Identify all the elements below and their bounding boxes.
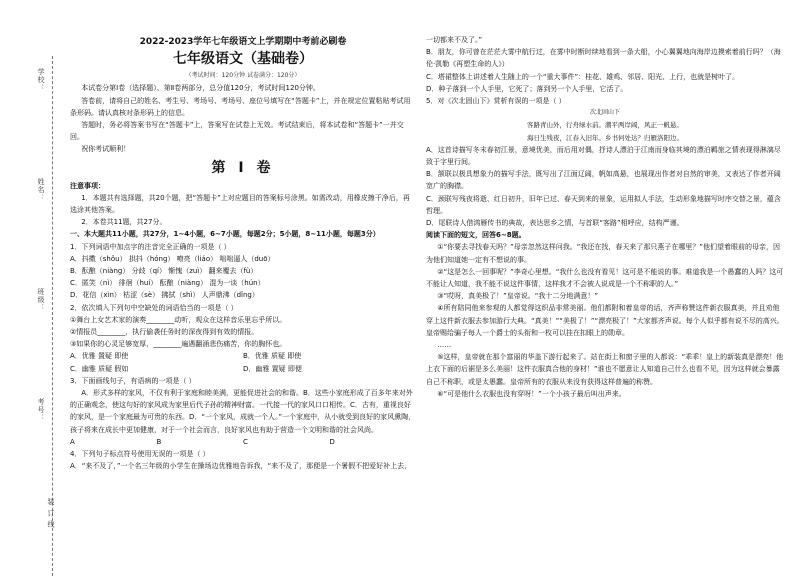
reading-paragraph: ①“你要去寻找春天吗？”母亲忽然这样问我。“我还在找，春天来了那只燕子在哪里？”他们望着眼前的母亲，因为他们知道她一定有不想说的事。 <box>426 243 780 264</box>
question-3-options-row <box>70 436 416 448</box>
notice-line: 2．本卷共11题，共27分。 <box>81 218 167 227</box>
question-2-option: C．幽雅 质疑 假如 <box>70 364 129 373</box>
question-3-stem: 3．下面画线句子，有语病的一项是（ ） <box>70 376 196 385</box>
question-1-option: B．酝酿（niàng） 分歧（qí） 惭愧（zuì） 翻来覆去（fù） <box>70 267 258 276</box>
name-label: 姓名： <box>37 178 45 202</box>
right-column <box>426 34 784 400</box>
exam-number-label: 考号： <box>37 398 45 422</box>
exam-header: 2022-2023学年七年级语文上学期期中考前必刷卷 <box>139 37 347 47</box>
question-1-stem: 1．下列词语中加点字的注音完全正确的一项是（ ） <box>70 242 231 251</box>
question-1-option: C．匿笑（nì） 徘徊（huí） 酝酿（niàng） 混为一谈（hún） <box>70 279 265 288</box>
question-4-option: B．朋友，你可曾在茫茫大雾中航行过，在雾中时断时续地看到一条大船，小心翼翼地向海岸边摸索着前行吗？（海伦·凯勒《再塑生命的人》） <box>426 48 781 69</box>
reading-ellipsis: …… <box>437 341 452 350</box>
poem-line: 海日生残夜，江春入旧年。乡书何处达？归雁洛阳边。 <box>527 133 683 142</box>
question-3-passage: A．形式多样的家风，不仅有利于家庭和睦美满，更能促进社会的和谐。B．这些小家庭形成了百多年来对外的正确观念，使这句好的家风成为家里后代子孙的精神财富。一代接一代的家风口口相传。C．古有，重视良好的家风，是一个家庭最为可贵的东西。D．“一个家风，成就一个人。”一个家庭中，从小就受到良好的家风熏陶，孩子将来在成长中更加健康，对于一个社会而言，良好家风也有助于营造一个文明和谐的社会风尚。 <box>70 389 416 434</box>
question-2-option: B．优雅 质疑 即使 <box>243 352 302 361</box>
question-2-options-row <box>70 350 416 362</box>
question-5-option: A．这首诗描写冬末春初江景，意境优美，而后用对偶，抒诗人漂泊于江南而身临其境的漂泊羁旅之情表现得淋漓尽致于字里行间。 <box>426 145 781 167</box>
reading-title: 阅读下面的短文，回答6~8题。 <box>426 231 526 240</box>
school-label: 学校： <box>37 68 45 92</box>
question-3-option: B <box>156 437 162 446</box>
question-2-line: ②情报员________，执行偷袭任务时的深夜得到有效的情报。 <box>70 328 259 337</box>
question-5-stem: 5．对《次北固山下》赏析有误的一项是（ ） <box>426 97 566 106</box>
volume-title: 第 I 卷 <box>211 159 275 176</box>
section-heading: 一、本大题共11小题，共27分，1~4小题，6~7小题，每题2分；5小题，8~11小题，每题3分） <box>70 230 380 239</box>
question-2-option: D．幽雅 置疑 即便 <box>243 364 302 373</box>
question-4-option-a: A．“来不及了，”一个名三年级的小学生在操场边优雅地告诉我，“来不及了，那便是一个暑假不把爱好补上去， <box>70 462 412 471</box>
question-4-option: C．塔裙整体上讲述着人生随上的一个“重大事件”：桂花、雄鸡、邻居、阳光、上行，也就是树叶了。 <box>426 72 740 81</box>
question-2-stem: 2．依次填入下列句中空缺处的词语恰当的一项是（ ） <box>70 303 238 312</box>
exam-title: 七年级语文（基础卷） <box>173 51 313 68</box>
question-1-option: A．抖擞（shǒu） 拱抖（hóng） 嘹亮（liáo） 咄咄逼人（duō） <box>70 254 275 263</box>
left-column <box>70 34 416 473</box>
reading-paragraph: ④所有陪同他来参观的人都觉得这织品非常美丽。他们都附和着皇帝的话，齐声称赞这件新衣服真美，并且劝他穿上这件新衣服去参加游行大典。“真美！”“美极了！”“漂亮极了！”大家都齐声说。每个人似乎都有说不尽的高兴。皇帝赐给骗子每人一个爵士的头衔和一枚可以挂在扣眼上的勋章。 <box>426 304 784 337</box>
question-5-option: C．颈联写残夜将逝、红日初升，旧年已过、春天到来的景象，运用拟人手法，生动形象地描写时序交替之景，蕴含哲理。 <box>426 194 781 215</box>
question-3-option: D <box>329 437 335 446</box>
question-2-option: A．优雅 置疑 即使 <box>70 352 129 361</box>
intro-line: 答卷前，请将自己的姓名、考生号、考场号、考场号、座位号填写在“答题卡”上，并在规定位置粘贴考试用条形码。请认真核对条形码上的信息。 <box>70 96 411 117</box>
question-4-continuation: 一切都来不及了。” <box>426 36 483 44</box>
poem-title: 次北固山下 <box>589 109 620 117</box>
question-1-option: D．花信（xìn） 枯涩（sè） 拂拭（shì） 人声鼎沸（dǐng） <box>70 291 259 300</box>
question-2-line: ①舞台上女艺术家的演奏________动听，观众在这样音乐里忘乎所以。 <box>70 315 287 324</box>
question-5-option: B．颔联以极具想象力的描写手法，既写出了江面辽阔，帆如高悬，也展现出作者对自然的审美，又表达了作者开阔宽广的胸襟。 <box>426 170 781 191</box>
question-5-option: D．尾联诗人借鸿雁传书的典故，表达思乡之情，与首联“客路”相呼应，结构严谨。 <box>426 219 684 228</box>
reading-paragraph: ⑤这样，皇帝就在那个富丽的华盖下游行起来了。站在街上和窗子里的人都说：“乖乖！皇上的新装真是漂亮！他上衣下面的后裾是多么美丽！这件衣服真合他的身材！”谁也不愿意让人知道自己什么也看不见，因为这样就会暴露自己不称职，或是太愚蠢。皇帝所有的衣服从来没有获得这样普遍的称赞。 <box>426 353 784 386</box>
question-3-option: C <box>243 437 248 446</box>
notice-title: 注意事项： <box>70 181 105 190</box>
reading-paragraph: ②“这是怎么一回事呢？”李奇心里想。“我什么也没有看见！这可是不能说的事。难道我是一个愚蠢的人吗？这可不能让人知道，我不能不说这件事情，这样我才不会被人说成是一个不称职的人。” <box>426 267 784 289</box>
exam-meta: （考试时间：120分钟 试卷满分：120分） <box>185 72 301 80</box>
intro-line: 本试卷分第Ⅰ卷（选择题）、第Ⅱ卷两部分，总分值120分，考试时间120分钟。 <box>81 84 320 93</box>
binding-margin <box>6 28 64 548</box>
seal-line-label: 装 订 线 <box>47 498 55 529</box>
poem-line: 客路青山外，行舟绿水前。潮平两岸阔，风正一帆悬。 <box>527 121 683 130</box>
question-4-option: D．种子落到一个人手里，它死了；落到另一个人手里，它活了。 <box>426 84 628 93</box>
class-label: 班级： <box>37 288 45 312</box>
intro-line: 祝你考试顺利！ <box>81 145 131 154</box>
question-4-stem: 4．下列句子标点符号使用无误的一项是（ ） <box>70 450 210 459</box>
reading-paragraph: ③“哎呀，真美极了！”皇帝说。“我十二分地满意！” <box>437 292 598 301</box>
notice-line: 1．本题共有选择题，共20个题，把“答题卡”上对应题目的答案标号涂黑。如需改动，用橡皮擦干净后，再选涂其他答案。 <box>70 193 410 215</box>
question-3-option: A <box>70 437 75 446</box>
reading-paragraph: ⑥“可是他什么衣服也没有穿呀！”一个小孩子最后叫出声来。 <box>437 389 626 398</box>
question-2-line: ③如果你的心灵足够宽厚，________遍遇翻涌悲伤痛苦，你的胸怀也。 <box>70 340 287 349</box>
question-2-options-row <box>70 363 416 375</box>
intro-line: 答题时，务必将答案书写在“答题卡”上，答案写在试卷上无效。考试结束后，将本试卷和“答题卡”一并交回。 <box>70 121 404 142</box>
